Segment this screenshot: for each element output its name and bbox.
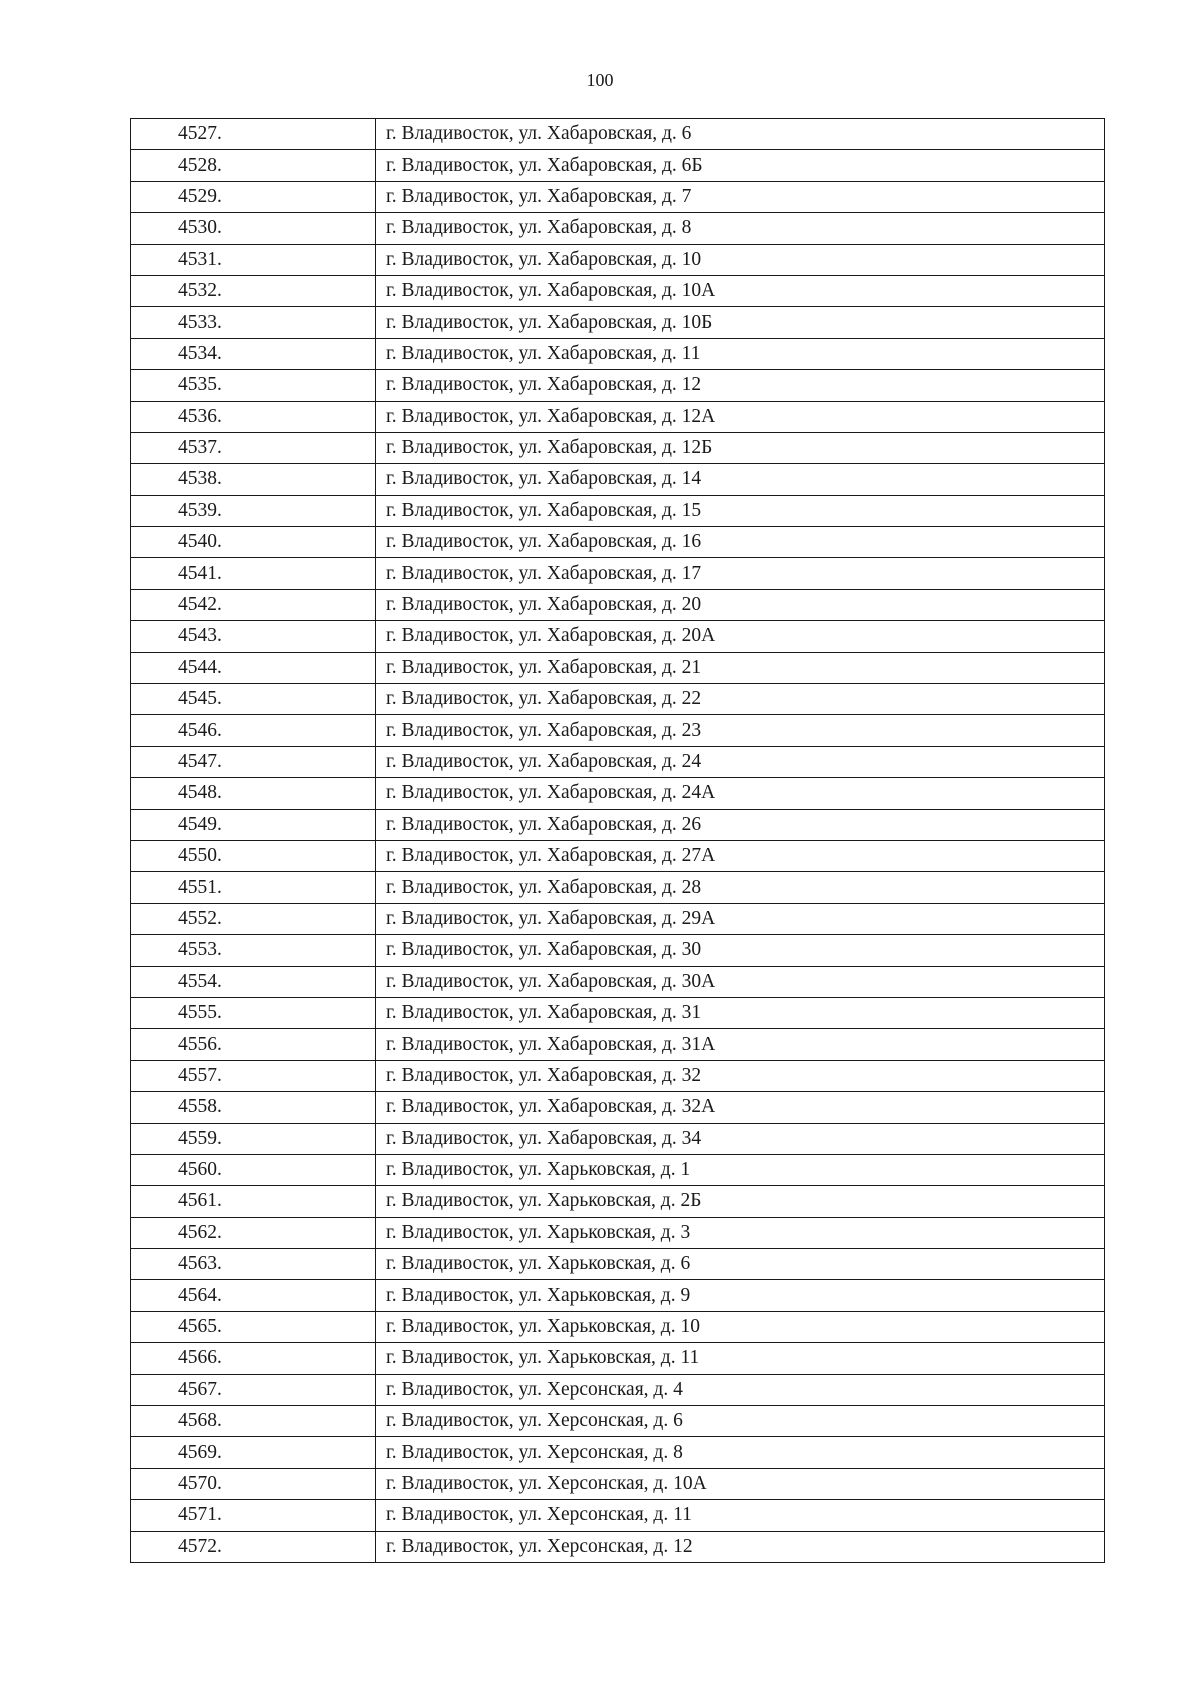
table-row bbox=[131, 1311, 1105, 1342]
address-cell: г. Владивосток, ул. Хабаровская, д. 21 bbox=[376, 652, 1105, 683]
row-number-cell: 4529. bbox=[131, 181, 376, 212]
table-row bbox=[131, 119, 1105, 150]
table-row bbox=[131, 338, 1105, 369]
row-number-cell: 4531. bbox=[131, 244, 376, 275]
table-row bbox=[131, 1531, 1105, 1562]
address-cell: г. Владивосток, ул. Хабаровская, д. 24 bbox=[376, 746, 1105, 777]
address-cell: г. Владивосток, ул. Хабаровская, д. 12 bbox=[376, 370, 1105, 401]
table-row bbox=[131, 1123, 1105, 1154]
row-number-cell: 4559. bbox=[131, 1123, 376, 1154]
table-row bbox=[131, 181, 1105, 212]
row-number-cell: 4554. bbox=[131, 966, 376, 997]
table-row bbox=[131, 527, 1105, 558]
table-row bbox=[131, 997, 1105, 1028]
row-number-cell: 4570. bbox=[131, 1468, 376, 1499]
address-cell: г. Владивосток, ул. Хабаровская, д. 11 bbox=[376, 338, 1105, 369]
table-row bbox=[131, 1249, 1105, 1280]
table-row bbox=[131, 809, 1105, 840]
row-number-cell: 4569. bbox=[131, 1437, 376, 1468]
row-number-cell: 4543. bbox=[131, 621, 376, 652]
address-cell: г. Владивосток, ул. Хабаровская, д. 23 bbox=[376, 715, 1105, 746]
address-cell: г. Владивосток, ул. Харьковская, д. 11 bbox=[376, 1343, 1105, 1374]
address-cell: г. Владивосток, ул. Херсонская, д. 11 bbox=[376, 1500, 1105, 1531]
address-cell: г. Владивосток, ул. Херсонская, д. 10А bbox=[376, 1468, 1105, 1499]
row-number-cell: 4544. bbox=[131, 652, 376, 683]
row-number-cell: 4562. bbox=[131, 1217, 376, 1248]
address-cell: г. Владивосток, ул. Хабаровская, д. 16 bbox=[376, 527, 1105, 558]
table-row bbox=[131, 1060, 1105, 1091]
address-cell: г. Владивосток, ул. Хабаровская, д. 32 bbox=[376, 1060, 1105, 1091]
table-row bbox=[131, 495, 1105, 526]
address-cell: г. Владивосток, ул. Хабаровская, д. 10А bbox=[376, 275, 1105, 306]
table-row bbox=[131, 558, 1105, 589]
table-row bbox=[131, 244, 1105, 275]
address-cell: г. Владивосток, ул. Хабаровская, д. 12А bbox=[376, 401, 1105, 432]
table-row bbox=[131, 1186, 1105, 1217]
row-number-cell: 4538. bbox=[131, 464, 376, 495]
table-row bbox=[131, 307, 1105, 338]
table-row bbox=[131, 715, 1105, 746]
row-number-cell: 4561. bbox=[131, 1186, 376, 1217]
address-cell: г. Владивосток, ул. Хабаровская, д. 27А bbox=[376, 840, 1105, 871]
address-cell: г. Владивосток, ул. Харьковская, д. 6 bbox=[376, 1249, 1105, 1280]
row-number-cell: 4532. bbox=[131, 275, 376, 306]
address-cell: г. Владивосток, ул. Херсонская, д. 12 bbox=[376, 1531, 1105, 1562]
address-cell: г. Владивосток, ул. Харьковская, д. 1 bbox=[376, 1154, 1105, 1185]
address-cell: г. Владивосток, ул. Харьковская, д. 3 bbox=[376, 1217, 1105, 1248]
table-row bbox=[131, 778, 1105, 809]
row-number-cell: 4557. bbox=[131, 1060, 376, 1091]
row-number-cell: 4567. bbox=[131, 1374, 376, 1405]
address-cell: г. Владивосток, ул. Хабаровская, д. 6Б bbox=[376, 150, 1105, 181]
address-cell: г. Владивосток, ул. Хабаровская, д. 10Б bbox=[376, 307, 1105, 338]
row-number-cell: 4564. bbox=[131, 1280, 376, 1311]
table-row bbox=[131, 872, 1105, 903]
row-number-cell: 4548. bbox=[131, 778, 376, 809]
table-row bbox=[131, 746, 1105, 777]
table-row bbox=[131, 1374, 1105, 1405]
table-row bbox=[131, 1280, 1105, 1311]
table-row bbox=[131, 213, 1105, 244]
row-number-cell: 4553. bbox=[131, 935, 376, 966]
row-number-cell: 4550. bbox=[131, 840, 376, 871]
address-cell: г. Владивосток, ул. Хабаровская, д. 28 bbox=[376, 872, 1105, 903]
row-number-cell: 4556. bbox=[131, 1029, 376, 1060]
address-cell: г. Владивосток, ул. Хабаровская, д. 31 bbox=[376, 997, 1105, 1028]
address-cell: г. Владивосток, ул. Хабаровская, д. 31А bbox=[376, 1029, 1105, 1060]
row-number-cell: 4528. bbox=[131, 150, 376, 181]
table-row bbox=[131, 684, 1105, 715]
table-row bbox=[131, 275, 1105, 306]
address-cell: г. Владивосток, ул. Херсонская, д. 4 bbox=[376, 1374, 1105, 1405]
table-row bbox=[131, 903, 1105, 934]
address-cell: г. Владивосток, ул. Хабаровская, д. 30А bbox=[376, 966, 1105, 997]
table-row bbox=[131, 1500, 1105, 1531]
row-number-cell: 4565. bbox=[131, 1311, 376, 1342]
table-row bbox=[131, 401, 1105, 432]
table-row bbox=[131, 1468, 1105, 1499]
table-row bbox=[131, 621, 1105, 652]
address-cell: г. Владивосток, ул. Хабаровская, д. 8 bbox=[376, 213, 1105, 244]
address-cell: г. Владивосток, ул. Хабаровская, д. 24А bbox=[376, 778, 1105, 809]
address-cell: г. Владивосток, ул. Харьковская, д. 10 bbox=[376, 1311, 1105, 1342]
address-cell: г. Владивосток, ул. Хабаровская, д. 32А bbox=[376, 1092, 1105, 1123]
address-cell: г. Владивосток, ул. Хабаровская, д. 29А bbox=[376, 903, 1105, 934]
address-cell: г. Владивосток, ул. Хабаровская, д. 20А bbox=[376, 621, 1105, 652]
address-cell: г. Владивосток, ул. Хабаровская, д. 14 bbox=[376, 464, 1105, 495]
row-number-cell: 4539. bbox=[131, 495, 376, 526]
page-number: 100 bbox=[586, 70, 614, 90]
address-cell: г. Владивосток, ул. Хабаровская, д. 34 bbox=[376, 1123, 1105, 1154]
table-row bbox=[131, 966, 1105, 997]
table-row bbox=[131, 1406, 1105, 1437]
row-number-cell: 4536. bbox=[131, 401, 376, 432]
table-row bbox=[131, 589, 1105, 620]
address-cell: г. Владивосток, ул. Хабаровская, д. 30 bbox=[376, 935, 1105, 966]
row-number-cell: 4547. bbox=[131, 746, 376, 777]
address-cell: г. Владивосток, ул. Хабаровская, д. 15 bbox=[376, 495, 1105, 526]
address-cell: г. Владивосток, ул. Хабаровская, д. 22 bbox=[376, 684, 1105, 715]
row-number-cell: 4549. bbox=[131, 809, 376, 840]
row-number-cell: 4568. bbox=[131, 1406, 376, 1437]
row-number-cell: 4566. bbox=[131, 1343, 376, 1374]
row-number-cell: 4546. bbox=[131, 715, 376, 746]
address-cell: г. Владивосток, ул. Хабаровская, д. 17 bbox=[376, 558, 1105, 589]
table-row bbox=[131, 840, 1105, 871]
table-row bbox=[131, 432, 1105, 463]
row-number-cell: 4552. bbox=[131, 903, 376, 934]
table-row bbox=[131, 1092, 1105, 1123]
table-row bbox=[131, 935, 1105, 966]
row-number-cell: 4540. bbox=[131, 527, 376, 558]
address-cell: г. Владивосток, ул. Хабаровская, д. 7 bbox=[376, 181, 1105, 212]
table-row bbox=[131, 1437, 1105, 1468]
address-cell: г. Владивосток, ул. Харьковская, д. 9 bbox=[376, 1280, 1105, 1311]
row-number-cell: 4560. bbox=[131, 1154, 376, 1185]
address-cell: г. Владивосток, ул. Хабаровская, д. 12Б bbox=[376, 432, 1105, 463]
address-cell: г. Владивосток, ул. Херсонская, д. 8 bbox=[376, 1437, 1105, 1468]
row-number-cell: 4563. bbox=[131, 1249, 376, 1280]
row-number-cell: 4534. bbox=[131, 338, 376, 369]
address-cell: г. Владивосток, ул. Хабаровская, д. 10 bbox=[376, 244, 1105, 275]
row-number-cell: 4542. bbox=[131, 589, 376, 620]
table-row bbox=[131, 464, 1105, 495]
row-number-cell: 4541. bbox=[131, 558, 376, 589]
row-number-cell: 4530. bbox=[131, 213, 376, 244]
address-cell: г. Владивосток, ул. Хабаровская, д. 20 bbox=[376, 589, 1105, 620]
row-number-cell: 4535. bbox=[131, 370, 376, 401]
address-cell: г. Владивосток, ул. Хабаровская, д. 26 bbox=[376, 809, 1105, 840]
row-number-cell: 4545. bbox=[131, 684, 376, 715]
row-number-cell: 4537. bbox=[131, 432, 376, 463]
address-cell: г. Владивосток, ул. Харьковская, д. 2Б bbox=[376, 1186, 1105, 1217]
row-number-cell: 4572. bbox=[131, 1531, 376, 1562]
row-number-cell: 4527. bbox=[131, 119, 376, 150]
table-row bbox=[131, 370, 1105, 401]
address-cell: г. Владивосток, ул. Хабаровская, д. 6 bbox=[376, 119, 1105, 150]
address-table bbox=[130, 118, 1105, 1563]
table-row bbox=[131, 1217, 1105, 1248]
table-row bbox=[131, 652, 1105, 683]
table-row bbox=[131, 150, 1105, 181]
row-number-cell: 4551. bbox=[131, 872, 376, 903]
row-number-cell: 4555. bbox=[131, 997, 376, 1028]
table-row bbox=[131, 1154, 1105, 1185]
table-row bbox=[131, 1343, 1105, 1374]
address-table-body bbox=[131, 119, 1105, 1563]
table-row bbox=[131, 1029, 1105, 1060]
row-number-cell: 4558. bbox=[131, 1092, 376, 1123]
row-number-cell: 4533. bbox=[131, 307, 376, 338]
row-number-cell: 4571. bbox=[131, 1500, 376, 1531]
address-cell: г. Владивосток, ул. Херсонская, д. 6 bbox=[376, 1406, 1105, 1437]
